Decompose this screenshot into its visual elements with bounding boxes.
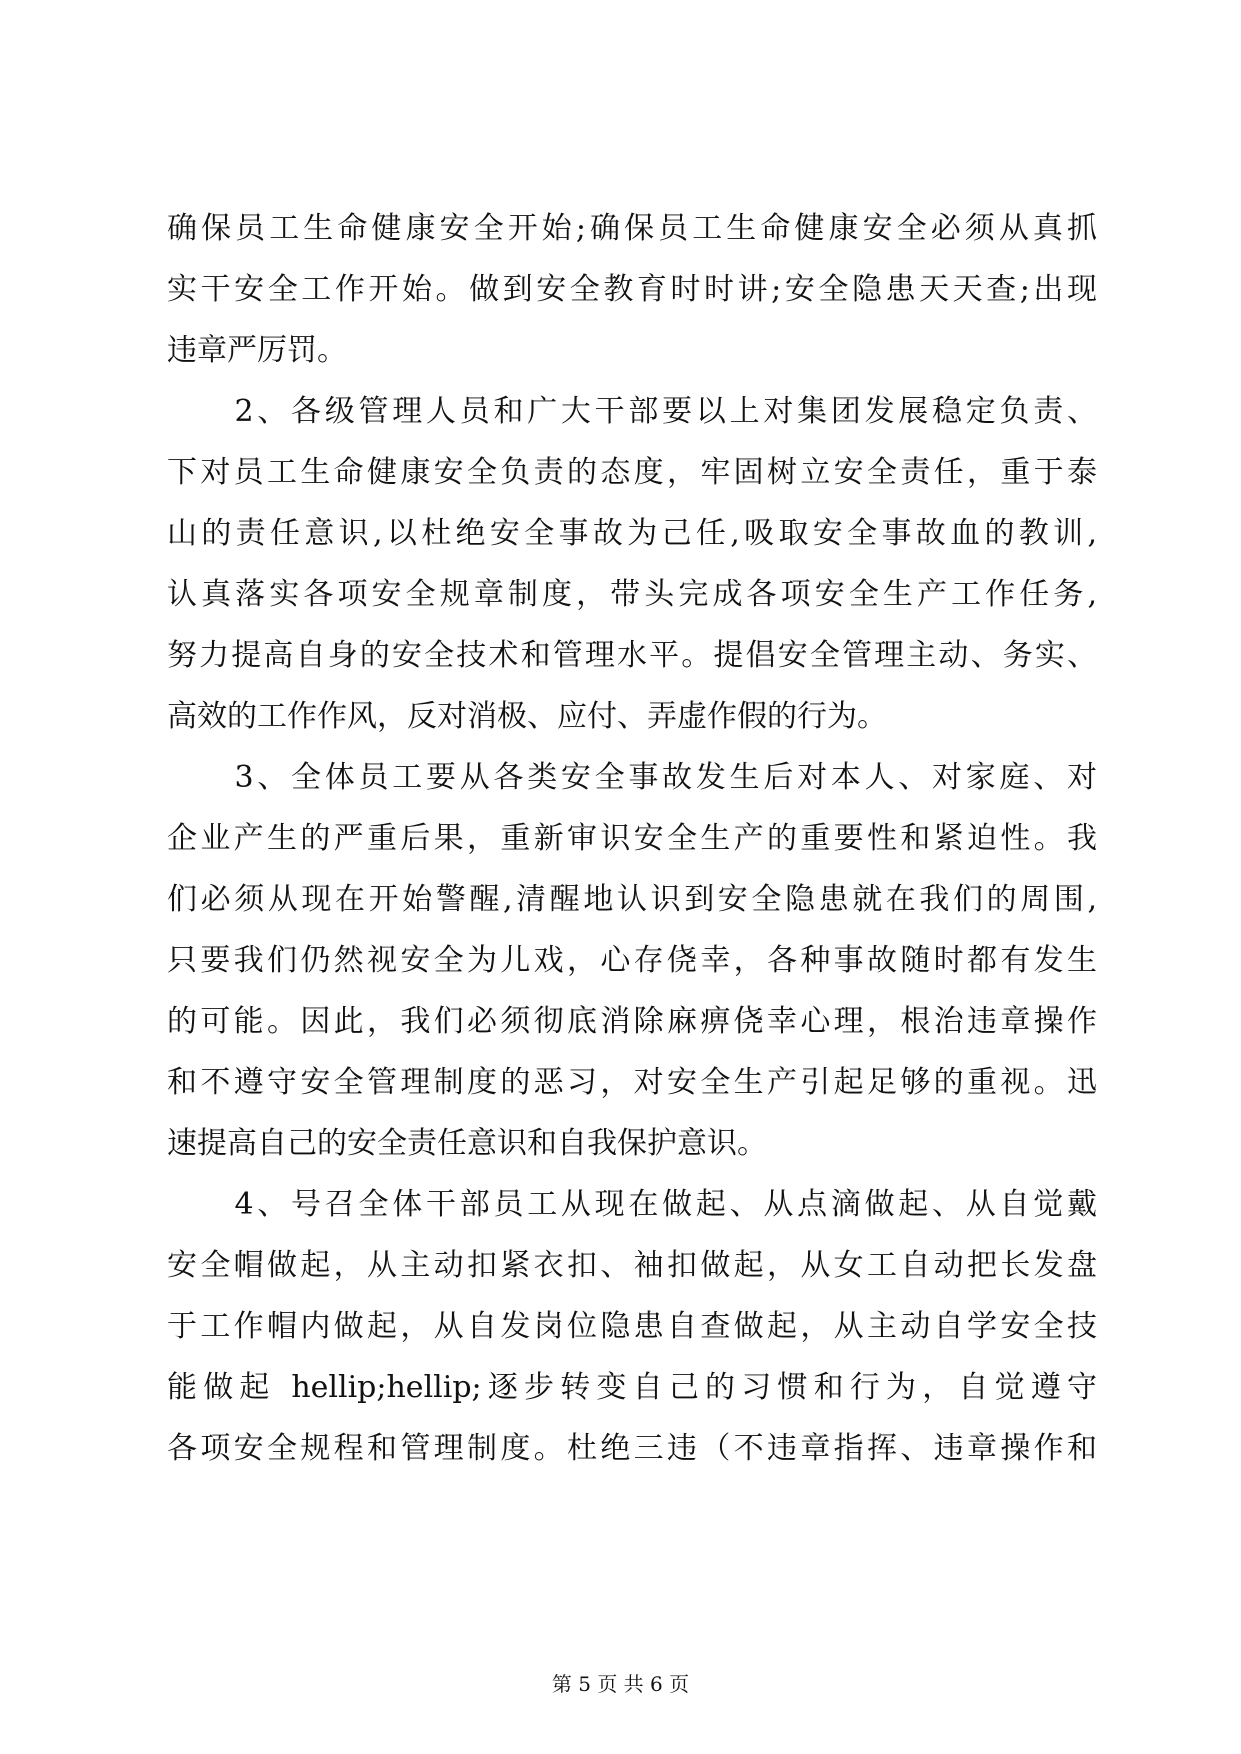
text-line: 的可能。因此，我们必须彻底消除麻痹侥幸心理，根治违章操作 xyxy=(167,1004,1097,1039)
text-line: 山的责任意识,以杜绝安全事故为己任,吸取安全事故血的教训, xyxy=(167,516,1097,551)
text-line: 能做起 hellip;hellip;逐步转变自己的习惯和行为，自觉遵守 xyxy=(167,1370,1097,1405)
text-line: 努力提高自身的安全技术和管理水平。提倡安全管理主动、务实、 xyxy=(167,638,1097,673)
text-line: 确保员工生命健康安全开始;确保员工生命健康安全必须从真抓 xyxy=(167,211,1097,246)
text-line: 于工作帽内做起，从自发岗位隐患自查做起，从主动自学安全技 xyxy=(167,1309,1097,1344)
text-line: 只要我们仍然视安全为儿戏，心存侥幸，各种事故随时都有发生 xyxy=(167,943,1097,978)
text-line: 各项安全规程和管理制度。杜绝三违（不违章指挥、违章操作和 xyxy=(167,1431,1097,1466)
text-line: 认真落实各项安全规章制度，带头完成各项安全生产工作任务, xyxy=(167,577,1097,612)
text-line: 实干安全工作开始。做到安全教育时时讲;安全隐患天天查;出现 xyxy=(167,272,1097,307)
text-line: 企业产生的严重后果，重新审识安全生产的重要性和紧迫性。我 xyxy=(167,821,1097,856)
text-line: 4、号召全体干部员工从现在做起、从点滴做起、从自觉戴 xyxy=(167,1187,1097,1222)
text-line: 下对员工生命健康安全负责的态度，牢固树立安全责任，重于泰 xyxy=(167,455,1097,490)
text-line: 安全帽做起，从主动扣紧衣扣、袖扣做起，从女工自动把长发盘 xyxy=(167,1248,1097,1283)
text-line: 速提高自己的安全责任意识和自我保护意识。 xyxy=(167,1126,767,1161)
text-line: 3、全体员工要从各类安全事故发生后对本人、对家庭、对 xyxy=(167,760,1097,795)
text-line: 违章严厉罚。 xyxy=(167,333,347,368)
text-line: 和不遵守安全管理制度的恶习，对安全生产引起足够的重视。迅 xyxy=(167,1065,1097,1100)
body-text xyxy=(167,198,1097,1479)
page-footer: 第 5 页 共 6 页 xyxy=(551,1672,690,1696)
text-line: 们必须从现在开始警醒,清醒地认识到安全隐患就在我们的周围, xyxy=(167,882,1097,917)
text-line: 2、各级管理人员和广大干部要以上对集团发展稳定负责、 xyxy=(167,394,1097,429)
text-line: 高效的工作作风，反对消极、应付、弄虚作假的行为。 xyxy=(167,699,887,734)
